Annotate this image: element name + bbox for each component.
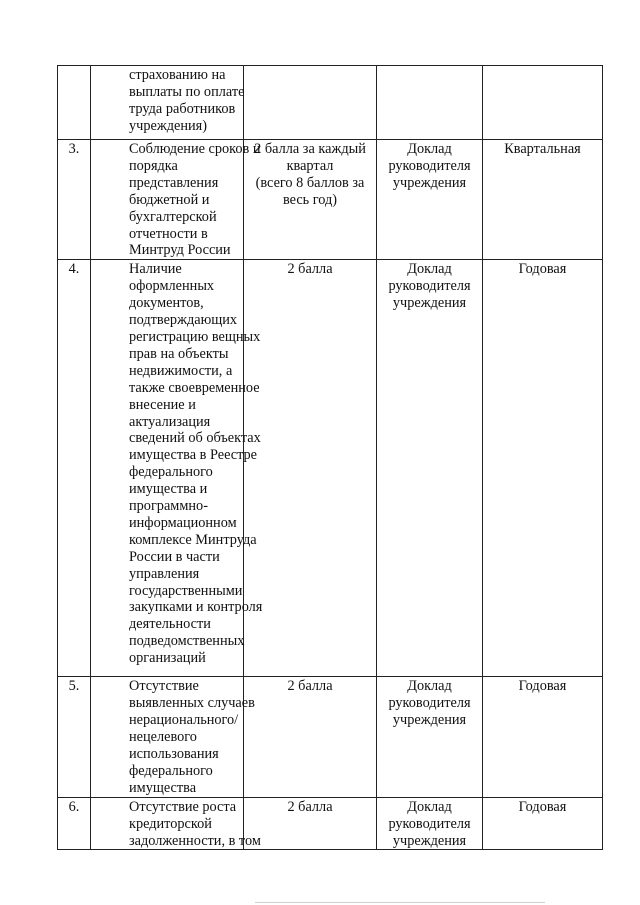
criterion-name-line: программно- [129, 498, 208, 515]
criterion-source-line: Доклад [407, 798, 452, 815]
criteria-table [57, 65, 603, 850]
criterion-source-line: руководителя [388, 815, 471, 832]
criterion-name-line: внесение и [129, 396, 196, 413]
criterion-period [483, 260, 603, 677]
criterion-source [377, 66, 483, 140]
criterion-name-line: Минтруд России [129, 242, 231, 259]
criterion-name-line: организаций [129, 650, 206, 667]
criterion-name [91, 677, 255, 797]
criterion-points-line: 2 балла [287, 798, 333, 815]
criterion-name-line: России в части [129, 548, 220, 565]
criterion-source-line: учреждения [392, 174, 467, 191]
criterion-source [377, 140, 483, 260]
criterion-name-line: подтверждающих [129, 312, 238, 329]
criterion-name-line: управления [129, 565, 200, 582]
criterion-name [91, 140, 261, 260]
criterion-name-line: отчетности в [129, 225, 208, 242]
criterion-source-line: Доклад [407, 141, 452, 157]
table-row [58, 66, 603, 140]
row-number: 4. [58, 260, 91, 677]
criterion-points [244, 66, 377, 140]
table-row [58, 677, 603, 797]
criterion-source-line: Доклад [407, 678, 452, 695]
criterion-name-line: федерального [129, 762, 213, 779]
criterion-name-line: Наличие [129, 261, 182, 278]
criterion-points-line: весь год) [282, 191, 338, 208]
criterion-name-line: нецелевого [129, 729, 197, 746]
criterion-name-line: выявленных случаев [129, 695, 255, 712]
criterion-name-line: прав на объекты [129, 345, 229, 362]
criterion-name [91, 797, 261, 850]
criterion-source-line: Доклад [407, 261, 452, 278]
criterion-name-line: комплексе Минтруда [129, 531, 257, 548]
criterion-name-line: учреждения) [129, 117, 207, 134]
criterion-name-line: порядка [129, 157, 178, 174]
table-row [58, 797, 603, 850]
criterion-name-line: представления [129, 174, 219, 191]
criterion-points-line: 2 балла [287, 261, 333, 278]
row-number [58, 66, 91, 140]
criterion-period [483, 66, 603, 140]
criterion-name-line: документов, [129, 295, 204, 312]
criterion-name-line: имущества [129, 779, 197, 796]
criterion-points-line: 2 балла за каждый [254, 141, 366, 157]
criterion-name-line: задолженности, в том [129, 832, 261, 849]
criterion-source [377, 797, 483, 850]
criterion-points [244, 140, 377, 260]
criterion-name-line: подведомственных [129, 633, 245, 650]
criterion-period [483, 140, 603, 260]
criterion-name-line: государственными [129, 582, 243, 599]
criterion-name-line: также своевременное [129, 379, 260, 396]
criterion-name-line: бюджетной и [129, 191, 210, 208]
criterion-period-line: Годовая [518, 798, 567, 815]
criterion-source-line: учреждения [392, 832, 467, 849]
criterion-source-line: учреждения [392, 295, 467, 312]
criterion-name-line: Отсутствие [129, 678, 199, 695]
criterion-name-line: оформленных [129, 278, 215, 295]
criterion-name-line: закупками и контроля [129, 599, 263, 616]
criterion-points-line: квартал [286, 157, 334, 174]
criterion-name-line: регистрацию вещных [129, 328, 261, 345]
row-number: 3. [58, 140, 91, 260]
criterion-period-line: Годовая [518, 261, 567, 278]
criterion-name-line: недвижимости, а [129, 362, 233, 379]
criterion-source-line: руководителя [388, 278, 471, 295]
row-number: 6. [58, 797, 91, 850]
criterion-source-line: руководителя [388, 157, 471, 174]
criterion-name-line: труда работников [129, 100, 236, 117]
criterion-name-line: актуализация [129, 413, 211, 430]
criterion-name-line: сведений об объектах [129, 430, 261, 447]
criterion-name-line: кредиторской [129, 815, 212, 832]
criterion-points-line: (всего 8 баллов за [255, 174, 365, 191]
criterion-period-line: Годовая [518, 678, 567, 695]
table-row [58, 260, 603, 677]
criterion-name-line: федерального [129, 464, 213, 481]
criterion-name-line: выплаты по оплате [129, 83, 245, 100]
criterion-points [244, 677, 377, 797]
row-number: 5. [58, 677, 91, 797]
scan-artifact-line [255, 902, 545, 903]
criterion-name-line: использования [129, 745, 219, 762]
criterion-name-line: информационном [129, 514, 237, 531]
criterion-source [377, 677, 483, 797]
criterion-points [244, 260, 377, 677]
criterion-name [91, 260, 263, 677]
criterion-period [483, 797, 603, 850]
criterion-source [377, 260, 483, 677]
criterion-points [244, 797, 377, 850]
criterion-source-line: учреждения [392, 712, 467, 729]
criterion-source-line: руководителя [388, 695, 471, 712]
criterion-name-line: деятельности [129, 616, 211, 633]
criterion-name-line: Соблюдение сроков и [129, 141, 261, 157]
criterion-name-line: нерационального/ [129, 712, 239, 729]
criterion-name [91, 66, 244, 140]
criterion-name-line: имущества в Реестре [129, 447, 258, 464]
criterion-period-line: Квартальная [504, 141, 581, 157]
criterion-name-line: страхованию на [129, 67, 226, 83]
table-row [58, 140, 603, 260]
criterion-name-line: бухгалтерской [129, 208, 217, 225]
criterion-name-line: Отсутствие роста [129, 798, 237, 815]
criterion-name-line: имущества и [129, 481, 208, 498]
criterion-period [483, 677, 603, 797]
criterion-points-line: 2 балла [287, 678, 333, 695]
